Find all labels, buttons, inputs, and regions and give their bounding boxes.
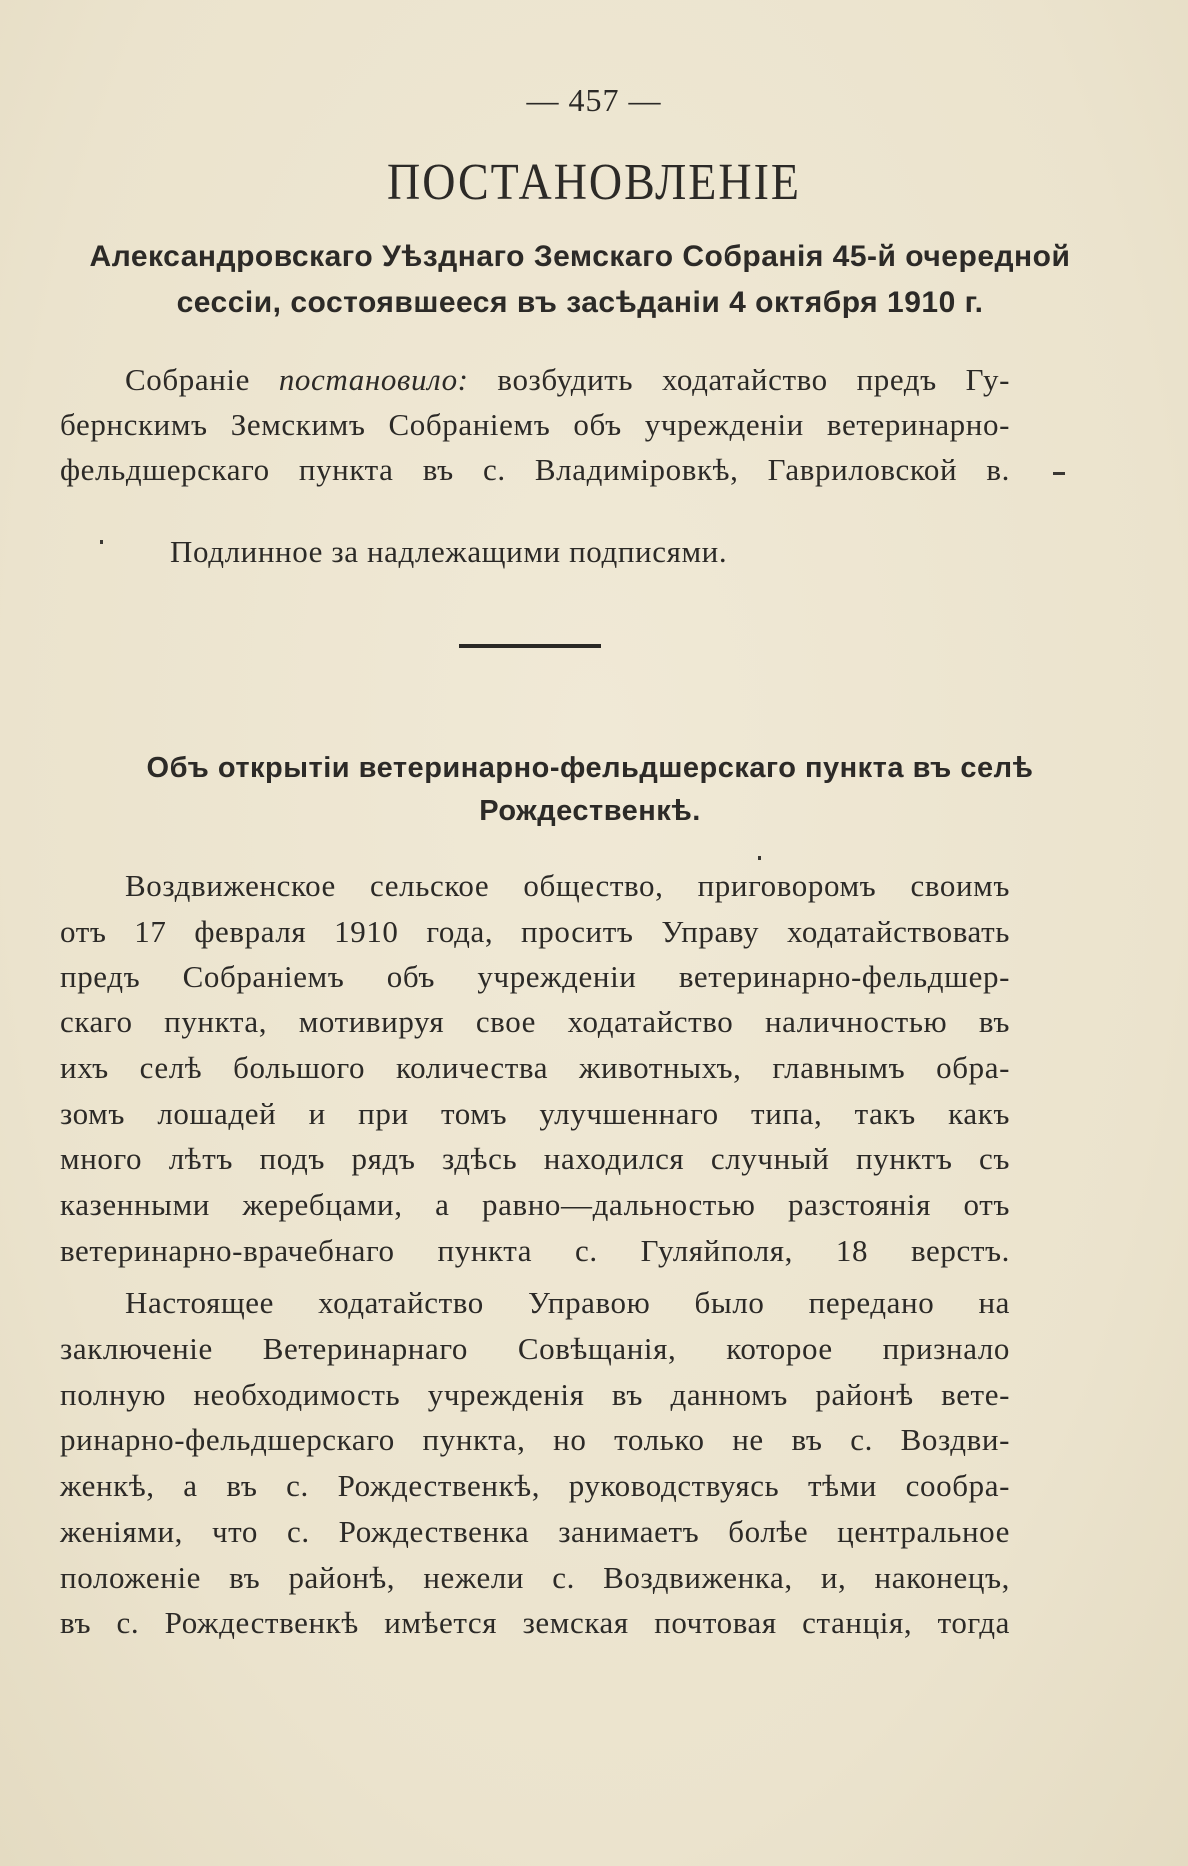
section-divider bbox=[459, 644, 601, 648]
paragraph1-line-2: отъ 17 февраля 1910 года, проситъ Управу ходатайствовать bbox=[60, 914, 1010, 949]
paragraph2-line-1: Настоящее ходатайство Управою было передано на bbox=[125, 1285, 1010, 1320]
paragraph1-line-7: много лѣтъ подъ рядъ здѣсь находился случный пунктъ съ bbox=[60, 1141, 1010, 1176]
paragraph2-line-6: женіями, что с. Рождественка занимаетъ болѣе центральное bbox=[60, 1514, 1010, 1549]
resolution-emphasis: постановило: bbox=[278, 362, 469, 397]
paragraph1-line-5: ихъ селѣ большого количества животныхъ, главнымъ обра- bbox=[60, 1050, 1010, 1085]
paragraph2-line-8: въ с. Рождественкѣ имѣется земская почтовая станція, тогда bbox=[60, 1605, 1010, 1640]
paragraph1-line-6: зомъ лошадей и при томъ улучшеннаго типа, такъ какъ bbox=[60, 1096, 1010, 1131]
resolution-first-rest: возбудить ходатайство предъ Гу- bbox=[468, 362, 1010, 397]
paragraph1-line-9: ветеринарно-врачебнаго пункта с. Гуляйполя, 18 верстъ. bbox=[60, 1233, 1010, 1268]
paragraph2-line-2: заключеніе Ветеринарнаго Совѣщанія, которое признало bbox=[60, 1331, 1010, 1366]
section-heading-line-2: Рождественкѣ. bbox=[479, 795, 701, 827]
paragraph1-line-3: предъ Собраніемъ объ учрежденіи ветеринарно-фельдшер- bbox=[60, 959, 1010, 994]
paragraph1-line-1: Воздвиженское сельское общество, приговоромъ своимъ bbox=[125, 868, 1010, 903]
signature-note: Подлинное за надлежащими подписями. bbox=[170, 534, 728, 569]
page-number: — 457 — bbox=[526, 82, 662, 118]
paragraph2-line-5: женкѣ, а въ с. Рождественкѣ, руководствуясь тѣми сообра- bbox=[60, 1468, 1010, 1503]
resolution-line-3: фельдшерскаго пункта въ с. Владиміровкѣ, Гавриловской в. bbox=[60, 452, 1010, 487]
resolution-line-2: бернскимъ Земскимъ Собраніемъ объ учрежденіи ветеринарно- bbox=[60, 407, 1010, 442]
decree-subtitle-line-2: сессіи, состоявшееся въ засѣданіи 4 октября 1910 г. bbox=[176, 286, 984, 319]
margin-mark bbox=[1053, 472, 1065, 475]
paragraph2-line-7: положеніе въ районѣ, нежели с. Воздвиженка, и, наконецъ, bbox=[60, 1560, 1010, 1595]
paragraph1-line-4: скаго пункта, мотивируя свое ходатайство наличностью въ bbox=[60, 1004, 1010, 1039]
paragraph1-line-8: казенными жеребцами, а равно—дальностью разстоянія отъ bbox=[60, 1187, 1010, 1222]
resolution-lead: Собраніе bbox=[125, 362, 250, 397]
decree-subtitle-line-1: Александровскаго Уѣзднаго Земскаго Собранія 45-й очередной bbox=[89, 240, 1071, 273]
decree-title: ПОСТАНОВЛЕНІЕ bbox=[386, 153, 801, 211]
print-speck bbox=[758, 856, 761, 860]
paragraph2-line-3: полную необходимость учрежденія въ данномъ районѣ вете- bbox=[60, 1377, 1010, 1412]
section-heading-line-1: Объ открытіи ветеринарно-фельдшерскаго пункта въ селѣ bbox=[146, 752, 1034, 784]
resolution-line-1 bbox=[125, 362, 1010, 398]
paragraph2-line-4: ринарно-фельдшерскаго пункта, но только не въ с. Воздви- bbox=[60, 1422, 1010, 1457]
print-speck bbox=[100, 540, 103, 544]
